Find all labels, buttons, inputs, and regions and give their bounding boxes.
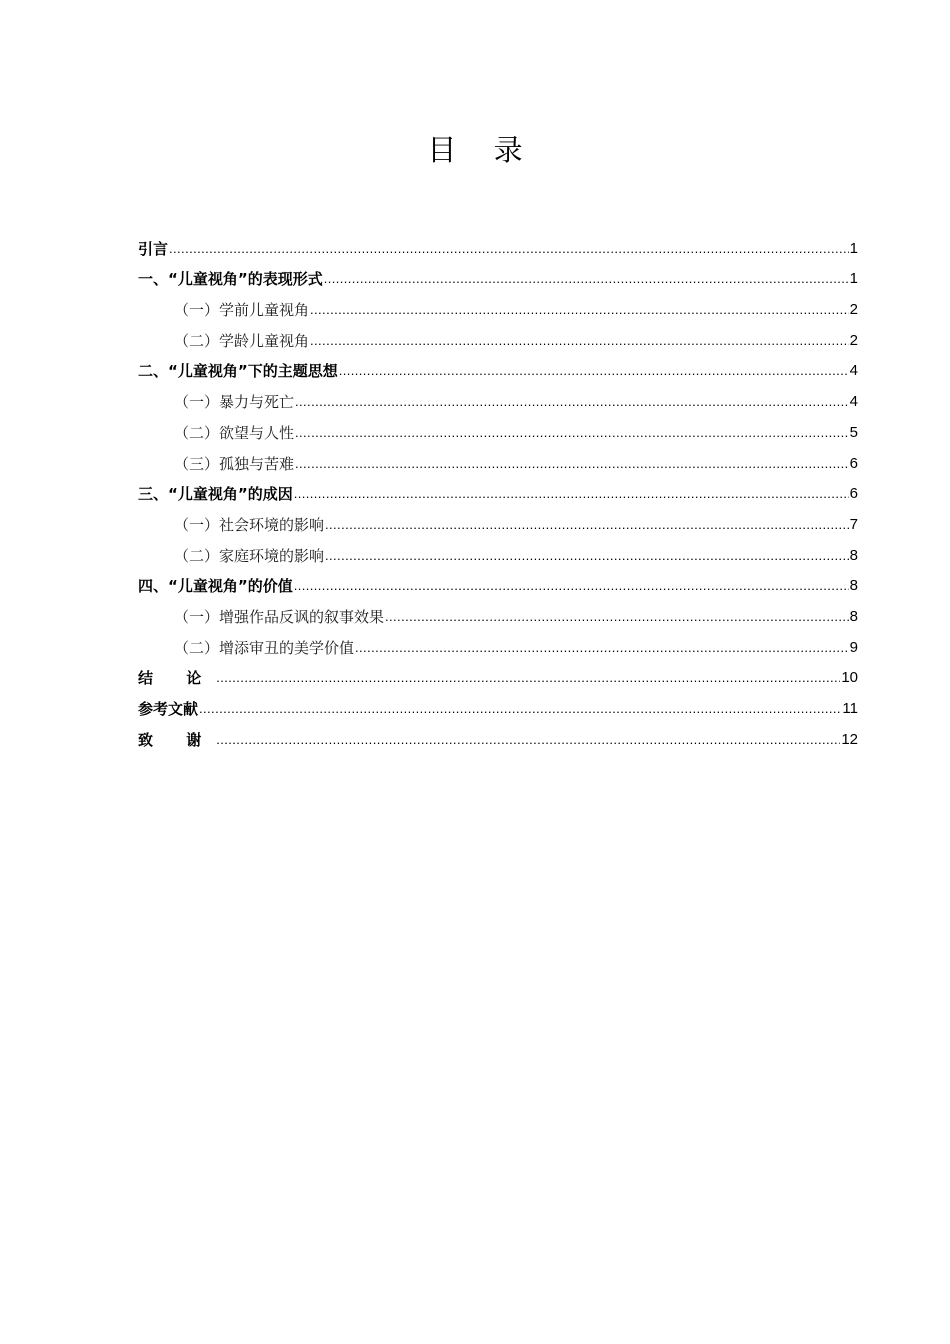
toc-subentry[interactable] <box>138 540 858 571</box>
toc-dot-leader <box>325 541 849 571</box>
toc-entry-text: （一）学前儿童视角 <box>174 301 310 320</box>
toc-entry-text: （一）暴力与死亡 <box>174 393 295 412</box>
toc-page-number: 9 <box>849 638 858 656</box>
toc-page-number: 2 <box>849 301 858 319</box>
toc-entry-text: 一、“儿童视角”的表现形式 <box>138 270 323 289</box>
toc-dot-leader <box>310 295 849 325</box>
toc-page-number: 12 <box>841 730 858 748</box>
toc-page-number: 4 <box>849 362 858 380</box>
toc-page-number: 6 <box>849 454 858 472</box>
toc-title: 目 录 <box>427 133 537 167</box>
toc-entry-text: （一）增强作品反讽的叙事效果 <box>174 607 385 626</box>
toc-dot-leader <box>295 449 849 479</box>
toc-subentry[interactable] <box>138 632 858 663</box>
toc-dot-leader <box>324 264 849 294</box>
toc-entry-text: （二）家庭环境的影响 <box>174 546 325 565</box>
toc-subentry[interactable] <box>138 417 858 448</box>
toc-dot-leader <box>294 479 849 509</box>
toc-subentry[interactable] <box>138 325 858 356</box>
toc-entry-text: （一）社会环境的影响 <box>174 515 325 534</box>
toc-page-number: 2 <box>849 331 858 349</box>
toc-dot-leader <box>199 694 841 724</box>
toc-entry-text: （三）孤独与苦难 <box>174 454 295 473</box>
toc-subentry[interactable] <box>138 509 858 540</box>
toc-dot-leader <box>355 633 849 663</box>
toc-page-number: 1 <box>849 270 858 288</box>
toc-entry-text: 结 论 <box>138 669 216 688</box>
toc-entry-text: 三、“儿童视角”的成因 <box>138 485 293 504</box>
toc-entry[interactable] <box>138 233 858 264</box>
toc-entry-text: 二、“儿童视角”下的主题思想 <box>138 362 338 381</box>
toc-dot-leader <box>310 326 849 356</box>
toc-entry-text: 四、“儿童视角”的价值 <box>138 577 293 596</box>
toc-subentry[interactable] <box>138 448 858 479</box>
toc-dot-leader <box>385 602 849 632</box>
toc-page-number: 6 <box>849 485 858 503</box>
toc-entry[interactable] <box>138 571 858 602</box>
toc-entry[interactable] <box>138 663 858 694</box>
toc-entry[interactable] <box>138 264 858 295</box>
toc-dot-leader <box>295 387 849 417</box>
toc-page-number: 8 <box>849 577 858 595</box>
toc-list <box>138 233 858 755</box>
toc-page-number: 10 <box>841 669 858 687</box>
toc-page-number: 5 <box>849 423 858 441</box>
toc-page-number: 7 <box>849 515 858 533</box>
toc-entry[interactable] <box>138 356 858 387</box>
toc-entry-text: （二）学龄儿童视角 <box>174 331 310 350</box>
toc-dot-leader <box>216 725 840 755</box>
toc-subentry[interactable] <box>138 386 858 417</box>
toc-dot-leader <box>216 663 840 693</box>
toc-page-number: 8 <box>849 546 858 564</box>
toc-dot-leader <box>339 356 849 386</box>
toc-entry-text: 引言 <box>138 239 169 258</box>
toc-entry-text: （二）增添审丑的美学价值 <box>174 638 355 657</box>
toc-page-number: 11 <box>842 700 858 717</box>
toc-entry[interactable] <box>138 479 858 510</box>
toc-entry-text: （二）欲望与人性 <box>174 423 295 442</box>
toc-page-number: 1 <box>849 239 858 257</box>
toc-subentry[interactable] <box>138 601 858 632</box>
toc-dot-leader <box>325 510 849 540</box>
toc-entry-text: 参考文献 <box>138 700 199 718</box>
toc-page-number: 8 <box>849 607 858 625</box>
toc-dot-leader <box>294 571 849 601</box>
toc-page-number: 4 <box>849 393 858 411</box>
toc-entry-text: 致 谢 <box>138 730 216 749</box>
toc-subentry[interactable] <box>138 294 858 325</box>
toc-dot-leader <box>295 418 849 448</box>
toc-dot-leader <box>169 234 849 264</box>
toc-entry[interactable] <box>138 693 858 724</box>
toc-entry[interactable] <box>138 724 858 755</box>
